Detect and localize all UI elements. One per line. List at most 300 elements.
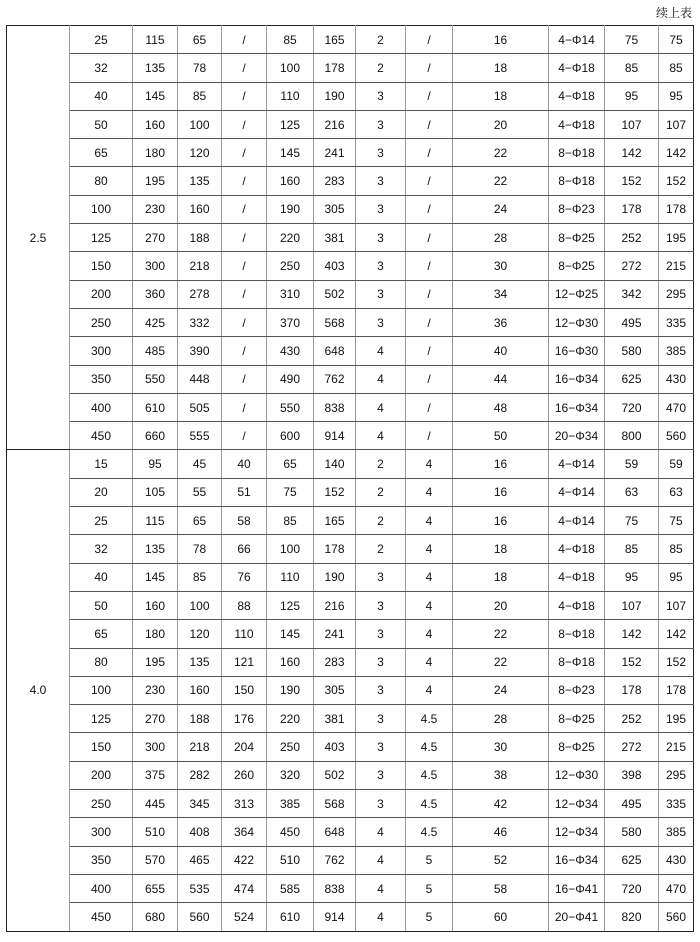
table-cell: 400 (70, 874, 133, 902)
table-cell: 8−Φ23 (549, 195, 605, 223)
table-cell: 48 (453, 393, 549, 421)
table-cell: 252 (605, 705, 659, 733)
table-cell: 50 (70, 110, 133, 138)
table-cell: 381 (314, 224, 356, 252)
table-cell: 66 (222, 535, 267, 563)
table-row (7, 450, 694, 478)
table-cell: 3 (356, 139, 406, 167)
table-cell: 145 (133, 82, 178, 110)
table-cell: / (222, 337, 267, 365)
table-cell: 150 (222, 676, 267, 704)
table-cell: 107 (605, 110, 659, 138)
table-cell: 215 (659, 733, 694, 761)
table-cell: 610 (133, 393, 178, 421)
table-cell: 115 (133, 507, 178, 535)
table-cell: 42 (453, 790, 549, 818)
table-cell: 450 (70, 903, 133, 931)
table-cell: 40 (70, 82, 133, 110)
table-cell: 270 (133, 705, 178, 733)
table-cell: 305 (314, 195, 356, 223)
table-cell: 332 (178, 308, 222, 336)
table-cell: 152 (659, 648, 694, 676)
table-cell: 18 (453, 54, 549, 82)
table-cell: 4.5 (406, 818, 453, 846)
table-cell: 2 (356, 507, 406, 535)
table-cell: 550 (267, 393, 314, 421)
table-cell: 914 (314, 422, 356, 450)
table-cell: 100 (178, 591, 222, 619)
table-cell: 8−Φ25 (549, 224, 605, 252)
table-cell: 142 (659, 139, 694, 167)
table-cell: 180 (133, 620, 178, 648)
table-cell: 495 (605, 790, 659, 818)
table-cell: 445 (133, 790, 178, 818)
table-cell: 524 (222, 903, 267, 931)
table-cell: 25 (70, 507, 133, 535)
table-cell: 350 (70, 365, 133, 393)
table-cell: 385 (659, 818, 694, 846)
table-cell: 100 (178, 110, 222, 138)
table-cell: / (222, 54, 267, 82)
table-cell: 100 (267, 54, 314, 82)
table-cell: 152 (659, 167, 694, 195)
table-cell: 4−Φ18 (549, 591, 605, 619)
table-cell: 252 (605, 224, 659, 252)
table-cell: 135 (133, 54, 178, 82)
table-cell: 120 (178, 620, 222, 648)
table-cell: 4 (406, 535, 453, 563)
table-cell: 125 (267, 591, 314, 619)
table-cell: 216 (314, 591, 356, 619)
table-cell: 44 (453, 365, 549, 393)
table-cell: 20−Φ41 (549, 903, 605, 931)
table-cell: 4−Φ14 (549, 450, 605, 478)
table-cell: 400 (70, 393, 133, 421)
table-cell: 135 (178, 648, 222, 676)
table-cell: 4−Φ18 (549, 110, 605, 138)
table-cell: 75 (267, 478, 314, 506)
table-cell: 22 (453, 167, 549, 195)
table-cell: 16 (453, 450, 549, 478)
table-cell: 408 (178, 818, 222, 846)
table-cell: 40 (70, 563, 133, 591)
table-cell: 3 (356, 308, 406, 336)
table-cell: 85 (178, 82, 222, 110)
table-cell: 95 (133, 450, 178, 478)
table-row (7, 874, 694, 902)
table-cell: 59 (659, 450, 694, 478)
table-cell: 135 (178, 167, 222, 195)
table-cell: 195 (659, 705, 694, 733)
table-cell: 65 (70, 139, 133, 167)
table-cell: 12−Φ34 (549, 818, 605, 846)
table-cell: 720 (605, 393, 659, 421)
table-cell: 145 (267, 620, 314, 648)
table-cell: 20 (70, 478, 133, 506)
table-cell: 580 (605, 337, 659, 365)
table-cell: 4 (406, 648, 453, 676)
table-cell: 300 (133, 252, 178, 280)
table-cell: 63 (659, 478, 694, 506)
table-cell: 76 (222, 563, 267, 591)
table-cell: 3 (356, 82, 406, 110)
table-cell: 204 (222, 733, 267, 761)
table-cell: 195 (133, 167, 178, 195)
table-cell: 390 (178, 337, 222, 365)
table-cell: 4−Φ14 (549, 26, 605, 54)
table-cell: 914 (314, 903, 356, 931)
table-cell: 490 (267, 365, 314, 393)
table-cell: 502 (314, 280, 356, 308)
table-cell: 448 (178, 365, 222, 393)
table-cell: 12−Φ30 (549, 761, 605, 789)
table-cell: 16−Φ34 (549, 846, 605, 874)
table-cell: 4 (406, 676, 453, 704)
table-cell: / (406, 365, 453, 393)
table-cell: 375 (133, 761, 178, 789)
table-cell: 4 (406, 563, 453, 591)
table-cell: 30 (453, 733, 549, 761)
table-cell: 430 (659, 846, 694, 874)
table-cell: 220 (267, 224, 314, 252)
table-cell: 178 (314, 54, 356, 82)
table-cell: 2 (356, 450, 406, 478)
table-cell: / (222, 195, 267, 223)
table-cell: 320 (267, 761, 314, 789)
table-cell: 178 (659, 195, 694, 223)
table-cell: 88 (222, 591, 267, 619)
table-cell: 385 (267, 790, 314, 818)
table-cell: / (406, 422, 453, 450)
table-cell: 560 (659, 422, 694, 450)
table-cell: 250 (70, 308, 133, 336)
table-row (7, 676, 694, 704)
table-cell: 110 (267, 563, 314, 591)
table-cell: 178 (605, 676, 659, 704)
table-cell: 4−Φ18 (549, 563, 605, 591)
table-cell: 535 (178, 874, 222, 902)
table-cell: 4 (406, 507, 453, 535)
table-cell: 85 (267, 26, 314, 54)
table-cell: 270 (133, 224, 178, 252)
table-cell: 20−Φ34 (549, 422, 605, 450)
table-cell: 18 (453, 82, 549, 110)
table-cell: 24 (453, 676, 549, 704)
table-cell: 36 (453, 308, 549, 336)
table-cell: 342 (605, 280, 659, 308)
table-cell: 282 (178, 761, 222, 789)
table-cell: 18 (453, 535, 549, 563)
table-cell: 22 (453, 648, 549, 676)
table-cell: 190 (314, 82, 356, 110)
table-cell: 63 (605, 478, 659, 506)
table-cell: 3 (356, 224, 406, 252)
table-row (7, 591, 694, 619)
table-cell: 600 (267, 422, 314, 450)
table-cell: / (406, 82, 453, 110)
table-cell: 4 (406, 620, 453, 648)
table-cell: 3 (356, 790, 406, 818)
table-row (7, 110, 694, 138)
table-cell: 585 (267, 874, 314, 902)
table-cell: 502 (314, 761, 356, 789)
table-cell: 300 (133, 733, 178, 761)
table-cell: 125 (267, 110, 314, 138)
table-cell: 4 (356, 337, 406, 365)
table-cell: 20 (453, 591, 549, 619)
table-cell: 3 (356, 563, 406, 591)
table-cell: 4−Φ14 (549, 478, 605, 506)
table-cell: 216 (314, 110, 356, 138)
table-cell: 3 (356, 705, 406, 733)
table-row (7, 337, 694, 365)
table-cell: 60 (453, 903, 549, 931)
table-cell: 65 (70, 620, 133, 648)
table-cell: 335 (659, 308, 694, 336)
table-cell: 4 (356, 846, 406, 874)
table-cell: 278 (178, 280, 222, 308)
table-cell: 4−Φ14 (549, 507, 605, 535)
table-cell: 58 (453, 874, 549, 902)
table-cell: 75 (659, 507, 694, 535)
pressure-rating-cell: 2.5 (7, 26, 70, 450)
table-cell: 176 (222, 705, 267, 733)
table-cell: 625 (605, 846, 659, 874)
table-cell: 25 (70, 26, 133, 54)
table-cell: / (222, 82, 267, 110)
table-cell: / (406, 224, 453, 252)
table-cell: 160 (178, 676, 222, 704)
table-cell: 250 (267, 252, 314, 280)
table-cell: / (406, 110, 453, 138)
table-cell: 820 (605, 903, 659, 931)
table-cell: 145 (133, 563, 178, 591)
table-cell: 24 (453, 195, 549, 223)
table-cell: 110 (222, 620, 267, 648)
table-row (7, 365, 694, 393)
table-cell: 55 (178, 478, 222, 506)
table-cell: 152 (605, 648, 659, 676)
table-cell: / (406, 26, 453, 54)
table-cell: 625 (605, 365, 659, 393)
table-cell: 510 (133, 818, 178, 846)
table-cell: 4 (356, 393, 406, 421)
table-cell: / (406, 393, 453, 421)
table-cell: 46 (453, 818, 549, 846)
table-cell: 34 (453, 280, 549, 308)
table-cell: 580 (605, 818, 659, 846)
table-cell: 200 (70, 761, 133, 789)
table-cell: 85 (178, 563, 222, 591)
table-cell: / (406, 308, 453, 336)
table-cell: 20 (453, 110, 549, 138)
table-cell: 4 (406, 478, 453, 506)
table-cell: 4 (356, 365, 406, 393)
table-row (7, 422, 694, 450)
table-row (7, 280, 694, 308)
table-cell: / (222, 26, 267, 54)
table-cell: 680 (133, 903, 178, 931)
table-cell: 16−Φ34 (549, 393, 605, 421)
table-cell: / (406, 280, 453, 308)
table-body (7, 26, 694, 932)
table-cell: 335 (659, 790, 694, 818)
table-cell: 3 (356, 591, 406, 619)
table-cell: 30 (453, 252, 549, 280)
table-cell: 110 (267, 82, 314, 110)
table-cell: 305 (314, 676, 356, 704)
table-cell: 800 (605, 422, 659, 450)
table-cell: 2 (356, 478, 406, 506)
table-cell: / (406, 252, 453, 280)
table-cell: 3 (356, 676, 406, 704)
table-cell: 570 (133, 846, 178, 874)
table-row (7, 790, 694, 818)
table-cell: / (406, 195, 453, 223)
table-cell: 85 (267, 507, 314, 535)
table-cell: 4−Φ18 (549, 535, 605, 563)
table-cell: 4−Φ18 (549, 82, 605, 110)
table-cell: 4−Φ18 (549, 54, 605, 82)
table-row (7, 705, 694, 733)
table-cell: 260 (222, 761, 267, 789)
table-cell: 2 (356, 54, 406, 82)
table-cell: 465 (178, 846, 222, 874)
table-cell: 350 (70, 846, 133, 874)
table-cell: 560 (659, 903, 694, 931)
table-cell: 65 (178, 26, 222, 54)
table-cell: 4 (356, 903, 406, 931)
table-cell: 8−Φ18 (549, 139, 605, 167)
table-cell: 85 (605, 54, 659, 82)
table-cell: / (222, 167, 267, 195)
table-cell: / (406, 167, 453, 195)
table-row (7, 507, 694, 535)
table-cell: 310 (267, 280, 314, 308)
table-cell: 403 (314, 252, 356, 280)
pressure-rating-cell: 4.0 (7, 450, 70, 931)
table-cell: 85 (659, 535, 694, 563)
table-cell: 188 (178, 705, 222, 733)
table-cell: 16−Φ34 (549, 365, 605, 393)
table-cell: 45 (178, 450, 222, 478)
table-cell: 200 (70, 280, 133, 308)
table-cell: 345 (178, 790, 222, 818)
table-cell: 195 (659, 224, 694, 252)
table-cell: 135 (133, 535, 178, 563)
table-cell: 107 (659, 591, 694, 619)
table-cell: 762 (314, 365, 356, 393)
table-cell: 3 (356, 761, 406, 789)
table-cell: / (406, 139, 453, 167)
table-cell: 218 (178, 252, 222, 280)
table-cell: 3 (356, 167, 406, 195)
table-cell: 648 (314, 818, 356, 846)
table-cell: 8−Φ25 (549, 705, 605, 733)
table-row (7, 535, 694, 563)
table-cell: 300 (70, 818, 133, 846)
table-cell: 100 (70, 676, 133, 704)
table-cell: 655 (133, 874, 178, 902)
table-row (7, 54, 694, 82)
table-cell: 8−Φ25 (549, 733, 605, 761)
table-cell: 178 (605, 195, 659, 223)
table-cell: 300 (70, 337, 133, 365)
table-cell: 4 (406, 450, 453, 478)
table-cell: 720 (605, 874, 659, 902)
table-cell: 160 (267, 648, 314, 676)
table-cell: 190 (267, 195, 314, 223)
table-cell: 505 (178, 393, 222, 421)
table-cell: 145 (267, 139, 314, 167)
table-cell: 568 (314, 790, 356, 818)
table-cell: 4.5 (406, 761, 453, 789)
table-cell: 16 (453, 507, 549, 535)
table-cell: 40 (222, 450, 267, 478)
table-cell: 3 (356, 252, 406, 280)
table-cell: 568 (314, 308, 356, 336)
table-cell: 165 (314, 26, 356, 54)
table-cell: 152 (605, 167, 659, 195)
table-cell: 32 (70, 535, 133, 563)
table-cell: 142 (659, 620, 694, 648)
table-cell: 152 (314, 478, 356, 506)
table-cell: 12−Φ34 (549, 790, 605, 818)
table-cell: / (222, 308, 267, 336)
table-cell: 16 (453, 478, 549, 506)
table-cell: 120 (178, 139, 222, 167)
table-cell: 121 (222, 648, 267, 676)
table-cell: 3 (356, 195, 406, 223)
table-cell: 150 (70, 733, 133, 761)
table-cell: 4.5 (406, 705, 453, 733)
table-row (7, 393, 694, 421)
table-cell: / (406, 337, 453, 365)
table-cell: 474 (222, 874, 267, 902)
table-cell: / (222, 393, 267, 421)
table-cell: 160 (133, 591, 178, 619)
table-cell: 648 (314, 337, 356, 365)
table-cell: / (222, 422, 267, 450)
table-cell: 220 (267, 705, 314, 733)
table-cell: 370 (267, 308, 314, 336)
table-cell: 555 (178, 422, 222, 450)
table-cell: 180 (133, 139, 178, 167)
table-cell: 85 (659, 54, 694, 82)
table-cell: 218 (178, 733, 222, 761)
table-cell: 4 (406, 591, 453, 619)
table-row (7, 563, 694, 591)
table-continuation-caption: 续上表 (655, 6, 692, 20)
table-row (7, 139, 694, 167)
table-cell: 32 (70, 54, 133, 82)
table-cell: 610 (267, 903, 314, 931)
table-cell: 188 (178, 224, 222, 252)
table-cell: 178 (659, 676, 694, 704)
table-cell: 28 (453, 224, 549, 252)
table-cell: 50 (453, 422, 549, 450)
table-cell: 160 (178, 195, 222, 223)
flange-dimension-table (6, 25, 694, 932)
table-row (7, 620, 694, 648)
table-cell: 50 (70, 591, 133, 619)
table-cell: 40 (453, 337, 549, 365)
table-cell: 65 (267, 450, 314, 478)
table-cell: 95 (605, 82, 659, 110)
table-cell: 450 (70, 422, 133, 450)
table-cell: 2 (356, 26, 406, 54)
table-cell: 360 (133, 280, 178, 308)
